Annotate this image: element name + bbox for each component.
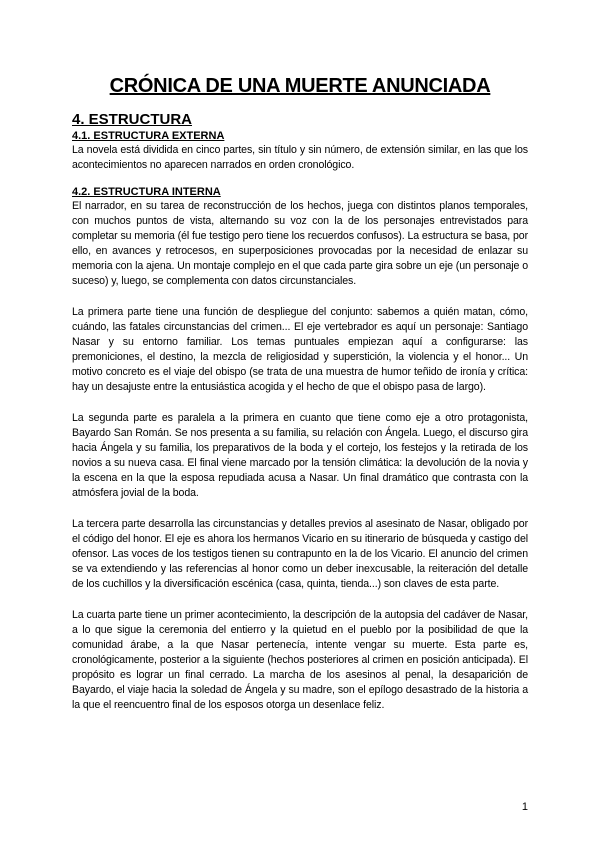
- subsection-title-internal: 4.2. ESTRUCTURA INTERNA: [72, 186, 221, 198]
- section-title: 4. ESTRUCTURA: [72, 111, 193, 128]
- document-page: [72, 74, 528, 713]
- paragraph: El narrador, en su tarea de reconstrucción de los hechos, juega con distintos planos temporales, con muchos puntos de vista, alternando su voz con la de los personajes entrevistados para completar su memoria (él fue testigo pero tiene los recuerdos confusos). La estructura se basa, por ello, en avances y retrocesos, en superposiciones provocadas por la necesidad de enlazar su memoria con la ajena. Un montaje complejo en el que cada parte gira sobre un eje (un personaje o suceso) y, luego, se complementa con datos circunstanciales.: [72, 200, 528, 287]
- paragraph: La cuarta parte tiene un primer acontecimiento, la descripción de la autopsia del cadáver de Nasar, a lo que sigue la ceremonia del entierro y la quietud en el pueblo por la posibilidad de que la comunidad árabe, a la que Nasar pertenecía, intente vengar su muerte. Esta parte es, cronológicamente, posterior a la siguiente (hechos posteriores al crimen en posición anticipada). El propósito es lograr un final cerrado. La marcha de los asesinos al penal, la desaparición de Bayardo, el viaje hacia la soledad de Ángela y su madre, son el epílogo desastrado de la historia a la que el reencuentro final de los esposos otorga un desenlace feliz.: [72, 609, 528, 711]
- paragraph: La segunda parte es paralela a la primera en cuanto que tiene como eje a otro protagonista, Bayardo San Román. Se nos presenta a su familia, su relación con Ángela. Luego, el discurso gira hacia Ángela y su familia, los preparativos de la boda y el cortejo, los festejos y la retirada de los novios a su nueva casa. El final viene marcado por la tensión climática: la devolución de la novia y la escena en la que la esposa repudiada acusa a Nasar. Un final dramático que contrasta con la atmósfera jovial de la boda.: [72, 412, 528, 499]
- paragraph: La tercera parte desarrolla las circunstancias y detalles previos al asesinato de Nasar, obligado por el código del honor. El eje es ahora los hermanos Vicario en su itinerario de búsqueda y castigo del ofensor. Las voces de los testigos tienen su contrapunto en la de los Vicario. El anuncio del crimen se va extendiendo y las referencias al honor como un deber inexcusable, la reiteración del detalle de los cuchillos y la diversificación escénica (casa, quinta, tienda...) son claves de esta parte.: [72, 518, 528, 590]
- paragraph: La novela está dividida en cinco partes, sin título y sin número, de extensión similar, en las que los acontecimientos no aparecen narrados en orden cronológico.: [72, 144, 528, 171]
- subsection-title-external: 4.1. ESTRUCTURA EXTERNA: [72, 130, 225, 142]
- paragraph: La primera parte tiene una función de despliegue del conjunto: sabemos a quién matan, cómo, cuándo, las fatales circunstancias del crimen... El eje vertebrador es aquí un personaje: Santiago Nasar y su entorno familiar. Los temas puntuales empiezan aquí a configurarse: las premoniciones, el destino, la mezcla de religiosidad y superstición, la violencia y el honor... Un motivo concreto es el viaje del obispo (se trata de una muestra de humor teñido de ironía y crítica: hay un desajuste entre la entusiástica acogida y el hecho de que el obispo pasa de largo).: [72, 306, 528, 393]
- page-number: 1: [521, 801, 528, 813]
- document-title: CRÓNICA DE UNA MUERTE ANUNCIADA: [109, 75, 491, 97]
